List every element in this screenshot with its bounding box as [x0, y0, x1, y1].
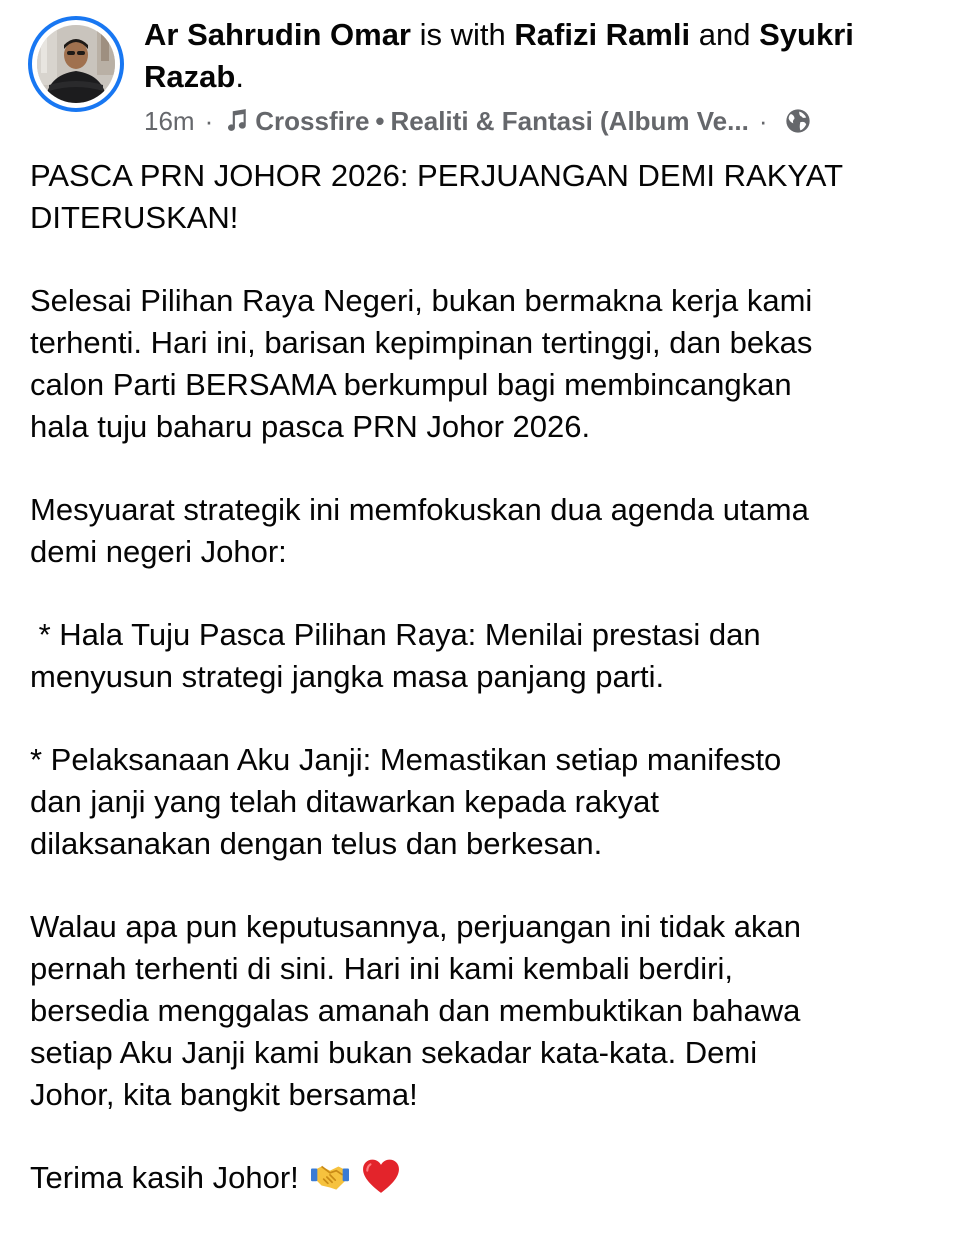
- text-line: menyusun strategi jangka masa panjang parti.: [30, 659, 665, 694]
- text-line: Selesai Pilihan Raya Negeri, bukan bermakna kerja kami: [30, 283, 813, 318]
- tagged-person-1[interactable]: Rafizi Ramli: [514, 17, 691, 52]
- text-line: PASCA PRN JOHOR 2026: PERJUANGAN DEMI RAKYAT: [30, 158, 844, 193]
- song-album[interactable]: Realiti & Fantasi (Album Ve...: [390, 106, 749, 136]
- text-line: * Pelaksanaan Aku Janji: Memastikan setiap manifesto: [30, 742, 782, 777]
- post-header: [28, 14, 938, 144]
- song-title[interactable]: Crossfire: [255, 106, 370, 136]
- post-time[interactable]: 16m: [144, 106, 195, 136]
- post-paragraph-1: [30, 155, 935, 239]
- post-paragraph-7: [30, 1157, 935, 1199]
- text-line: dilaksanakan dengan telus dan berkesan.: [30, 826, 603, 861]
- text-line: Mesyuarat strategik ini memfokuskan dua agenda utama: [30, 492, 809, 527]
- text-line: * Hala Tuju Pasca Pilihan Raya: Menilai prestasi dan: [30, 617, 761, 652]
- post-body: [30, 155, 935, 1240]
- post-paragraph-2: [30, 280, 935, 448]
- avatar[interactable]: [37, 25, 115, 103]
- text-line: hala tuju baharu pasca PRN Johor 2026.: [30, 409, 591, 444]
- red-heart-emoji-icon: [362, 1158, 400, 1196]
- text-line: calon Parti BERSAMA berkumpul bagi membincangkan: [30, 367, 792, 402]
- post-paragraph-4: [30, 614, 935, 698]
- separator-dot: ·: [204, 106, 214, 136]
- text-line: Walau apa pun keputusannya, perjuangan ini tidak akan: [30, 909, 801, 944]
- and-text: and: [698, 17, 751, 52]
- separator-dot-2: ·: [758, 106, 768, 136]
- text-line: Terima kasih Johor!: [30, 1160, 299, 1195]
- tagged-person-2[interactable]: Syukri Razab: [144, 17, 854, 94]
- text-line: demi negeri Johor:: [30, 534, 287, 569]
- text-line: DITERUSKAN!: [30, 200, 239, 235]
- author-name[interactable]: Ar Sahrudin Omar: [144, 17, 411, 52]
- music-note-icon: [223, 108, 249, 134]
- song-separator: •: [375, 106, 385, 136]
- period: .: [235, 59, 244, 94]
- post-paragraph-3: [30, 489, 935, 573]
- avatar-story-ring[interactable]: [28, 16, 124, 112]
- text-line: Johor, kita bangkit bersama!: [30, 1077, 418, 1112]
- text-line: terhenti. Hari ini, barisan kepimpinan tertinggi, dan bekas: [30, 325, 813, 360]
- handshake-emoji-icon: [311, 1158, 349, 1196]
- post-paragraph-5: [30, 739, 935, 865]
- text-line: dan janji yang telah ditawarkan kepada rakyat: [30, 784, 660, 819]
- globe-icon[interactable]: [784, 107, 812, 135]
- header-text: [144, 14, 944, 138]
- text-line: pernah terhenti di sini. Hari ini kami kembali berdiri,: [30, 951, 733, 986]
- post-meta: [144, 104, 944, 138]
- text-line: bersedia menggalas amanah dan membuktikan bahawa: [30, 993, 801, 1028]
- post-paragraph-6: [30, 906, 935, 1116]
- avatar-photo: [37, 25, 115, 103]
- with-text: is with: [419, 17, 506, 52]
- text-line: setiap Aku Janji kami bukan sekadar kata-kata. Demi: [30, 1035, 758, 1070]
- author-line: [144, 14, 944, 98]
